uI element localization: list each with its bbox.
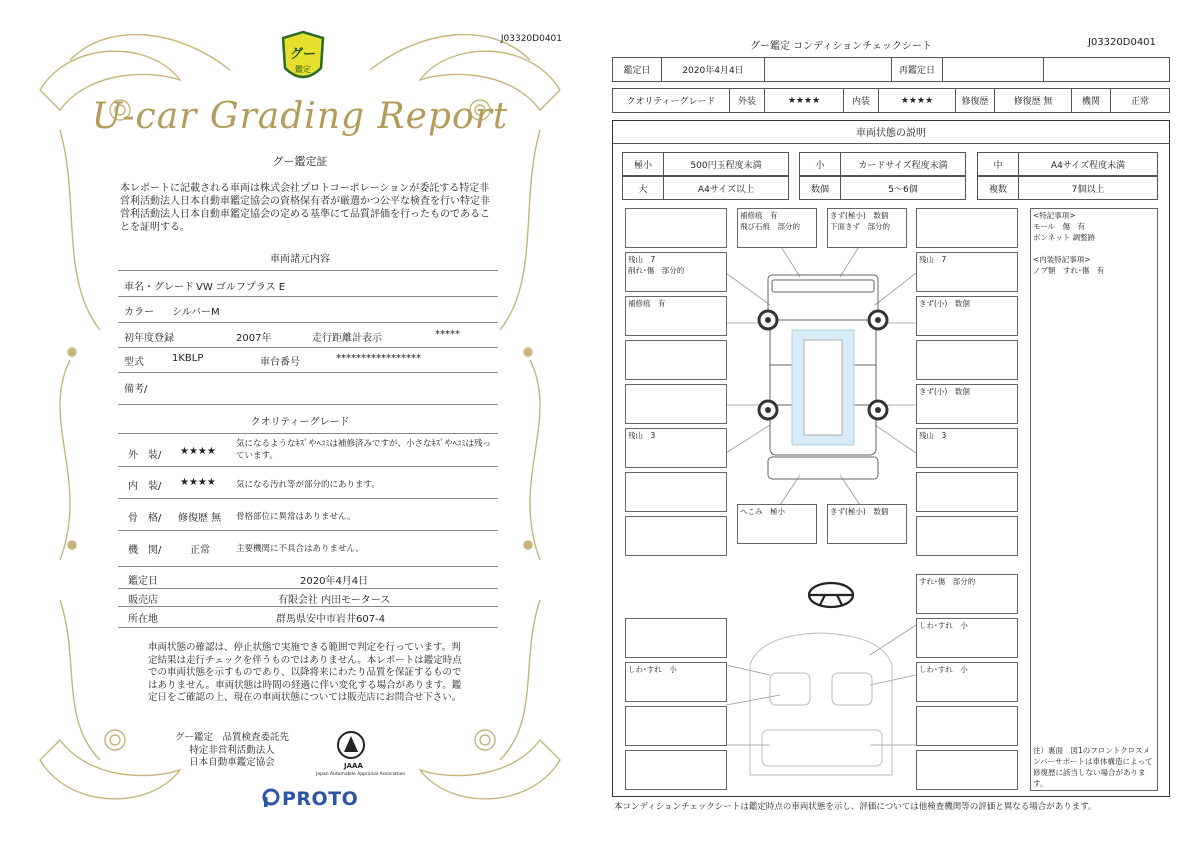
box-left-6 — [625, 472, 727, 512]
box-rear-left: へこみ 極小 — [737, 504, 817, 544]
legend-value-4: 5～6個 — [840, 176, 966, 200]
footnote-text: 注）裏面 図1のフロントクロスメンバーサポートは車体構造によって修復歴に該当しない場合があります。 — [1033, 746, 1153, 788]
sheet-doc-id: J03320D0401 — [1088, 37, 1156, 48]
box-left-1: 残山 7 削れ･傷 部分的 — [625, 252, 727, 292]
notes-label: 備考/ — [124, 384, 148, 395]
dealer-value: 有限会社 内田モータース — [278, 595, 391, 606]
sheet-repair-label: 修復歴 — [955, 88, 995, 113]
box-right-int-1: しわ･すれ 小 — [916, 618, 1018, 658]
proto-mark-icon — [262, 788, 280, 808]
sheet-date-value: 2020年4月4日 — [661, 57, 765, 82]
date-value: 2020年4月4日 — [300, 576, 369, 587]
exterior-label: 外 装/ — [128, 450, 162, 461]
box-right-1: 残山 7 — [916, 252, 1018, 292]
car-name-value: VW ゴルフプラス E — [196, 282, 286, 293]
model-value: 1KBLP — [172, 353, 204, 364]
box-left-5: 残山 3 — [625, 428, 727, 468]
interior-label: 内 装/ — [128, 481, 162, 492]
commission-block — [172, 732, 292, 770]
proto-logo: PROTO — [282, 788, 359, 810]
disclaimer-text: 車両状態の確認は、停止状態で実施できる範囲で判定を行っています。判定結果は走行チェックを伴うものではありません。本レポートは鑑定時点での車両状態を示すものであり、以降将来にわたり品質を保証するものではありません。車両状態は時間の経過に伴い変化する場合があります。鑑定日をご確認の上、現在の車両状態については販売店にお問合せ下さい。 — [148, 642, 462, 703]
mileage-label: 走行距離計表示 — [312, 333, 382, 344]
goo-kantei-logo — [281, 30, 325, 86]
bottom-note: 本コンディションチェックシートは鑑定時点の車両状態を示し、評価については他検査機関等の評価と異なる場合があります。 — [614, 802, 1097, 812]
report-subtitle: グー鑑定証 — [272, 155, 328, 168]
frame-value: 修復歴 無 — [178, 513, 222, 524]
frame-label: 骨 格/ — [128, 513, 162, 524]
box-left-2: 補修痕 有 — [625, 296, 727, 336]
engine-text: 主要機関に不具合はありません。 — [236, 544, 365, 554]
sheet-repair-value: 修復歴 無 — [994, 88, 1072, 113]
location-value: 群馬県安中市岩井607-4 — [276, 614, 386, 625]
box-rear-right: きず(極小) 数個 — [827, 504, 907, 544]
interior-text: 気になる汚れ等が部分的にあります。 — [236, 480, 380, 490]
jaaa-emblem-icon — [336, 730, 366, 760]
box-left-int-2: しわ･すれ 小 — [625, 662, 727, 702]
box-left-3 — [625, 340, 727, 380]
legend-key-5: 複数 — [977, 176, 1019, 200]
box-left-7 — [625, 516, 727, 556]
car-name-label: 車名・グレード — [124, 282, 194, 293]
jaaa-label: JAAA — [344, 762, 363, 770]
intro-text: 本レポートに記載される車両は株式会社プロトコーポレーションが委託する特定非営利活動法人日本自動車鑑定協会の資格保有者が厳選かつ公平な検査を行い特定非営利活動法人日本自動車鑑定協会の定める基準にて品質評価を行ったものであることを証明する。 — [120, 183, 490, 233]
date-label: 鑑定日 — [128, 576, 158, 587]
box-right-6 — [916, 472, 1018, 512]
frame-text: 骨格部位に異常はありません。 — [236, 512, 356, 522]
legend-key-3: 大 — [622, 176, 664, 200]
legend-value-0: 500円玉程度未満 — [663, 152, 789, 176]
legend-key-4: 数個 — [799, 176, 841, 200]
special-notes-text: <特記事項> モール 傷 有 ボンネット 調整跡 <内装特記事項> ノブ類 すれ･傷 有 — [1033, 211, 1105, 275]
dealer-label: 販売店 — [128, 595, 158, 606]
reinspect-value — [942, 57, 1044, 82]
chassis-value: ***************** — [336, 353, 421, 364]
box-left-int-1 — [625, 618, 727, 658]
color-value: シルバーM — [172, 307, 220, 318]
location-label: 所在地 — [128, 614, 158, 625]
quality-grade-label: クオリティーグレード — [612, 88, 730, 113]
box-right-int-4 — [916, 750, 1018, 790]
legend-key-0: 極小 — [622, 152, 664, 176]
box-right-3 — [916, 340, 1018, 380]
exterior-text: 気になるようなｷｽﾞやﾍｺﾐは補修済みですが、小さなｷｽﾞやﾍｺﾐは残っています。 — [236, 439, 492, 461]
first-reg-label: 初年度登録 — [124, 333, 174, 344]
grade-heading: クオリティーグレード — [250, 417, 350, 428]
svg-text:グー: グー — [289, 47, 317, 62]
condition-check-sheet — [600, 0, 1200, 848]
sheet-interior-stars: ★★★★ — [878, 88, 956, 113]
legend-value-2: A4サイズ程度未満 — [1018, 152, 1158, 176]
legend-value-1: カードサイズ程度未満 — [840, 152, 966, 176]
reinspect-label: 再鑑定日 — [891, 57, 943, 82]
sheet-interior-label: 内装 — [843, 88, 879, 113]
box-left-4 — [625, 384, 727, 424]
model-label: 型式 — [124, 357, 144, 368]
svg-text:鑑定: 鑑定 — [295, 65, 311, 74]
mileage-value: ***** — [435, 329, 460, 340]
chassis-label: 車台番号 — [260, 357, 300, 368]
first-reg-value: 2007年 — [236, 333, 272, 344]
box-right-2: きず(小) 数個 — [916, 296, 1018, 336]
commission-line-3: 日本自動車鑑定協会 — [189, 757, 275, 768]
sheet-title: グー鑑定 コンディションチェックシート — [750, 41, 932, 52]
legend-key-2: 中 — [977, 152, 1019, 176]
box-right-0 — [916, 208, 1018, 248]
box-steering-right: すれ･傷 部分的 — [916, 574, 1018, 614]
exterior-stars: ★★★★ — [180, 446, 216, 457]
engine-value: 正常 — [190, 545, 210, 556]
engine-label: 機 関/ — [128, 545, 162, 556]
commission-line-1: グー鑑定 品質検査委託先 — [174, 732, 289, 743]
reinspect-blank — [1043, 57, 1170, 82]
sheet-engine-label: 機関 — [1071, 88, 1111, 113]
legend-key-1: 小 — [799, 152, 841, 176]
spec-heading: 車両諸元内容 — [270, 254, 330, 265]
color-label: カラー — [124, 307, 154, 318]
sheet-date-label: 鑑定日 — [612, 57, 662, 82]
box-right-7 — [916, 516, 1018, 556]
sheet-exterior-label: 外装 — [729, 88, 765, 113]
report-doc-id: J03320D0401 — [500, 34, 562, 44]
box-left-int-3 — [625, 706, 727, 746]
box-right-int-2: しわ･すれ 小 — [916, 662, 1018, 702]
commission-line-2: 特定非営利活動法人 — [189, 744, 275, 756]
sheet-engine-value: 正常 — [1110, 88, 1170, 113]
box-right-5: 残山 3 — [916, 428, 1018, 468]
state-heading: 車両状態の説明 — [612, 120, 1170, 144]
box-left-0 — [625, 208, 727, 248]
sheet-date-blank — [764, 57, 892, 82]
legend-value-3: A4サイズ以上 — [663, 176, 789, 200]
box-right-4: きず(小) 数個 — [916, 384, 1018, 424]
sheet-exterior-stars: ★★★★ — [764, 88, 844, 113]
box-front-right: きず(極小) 数個 下面きず 部分的 — [827, 208, 907, 248]
script-title: U-car Grading Report — [91, 96, 509, 137]
legend-value-5: 7個以上 — [1018, 176, 1158, 200]
box-right-int-3 — [916, 706, 1018, 746]
special-notes-box — [1030, 208, 1158, 791]
interior-stars: ★★★★ — [180, 477, 216, 488]
box-front-left: 補修痕 有 飛び石痕 部分的 — [737, 208, 817, 248]
box-left-int-4 — [625, 750, 727, 790]
jaaa-sub-label: Japan Automobile Appraisal Association — [316, 772, 406, 777]
